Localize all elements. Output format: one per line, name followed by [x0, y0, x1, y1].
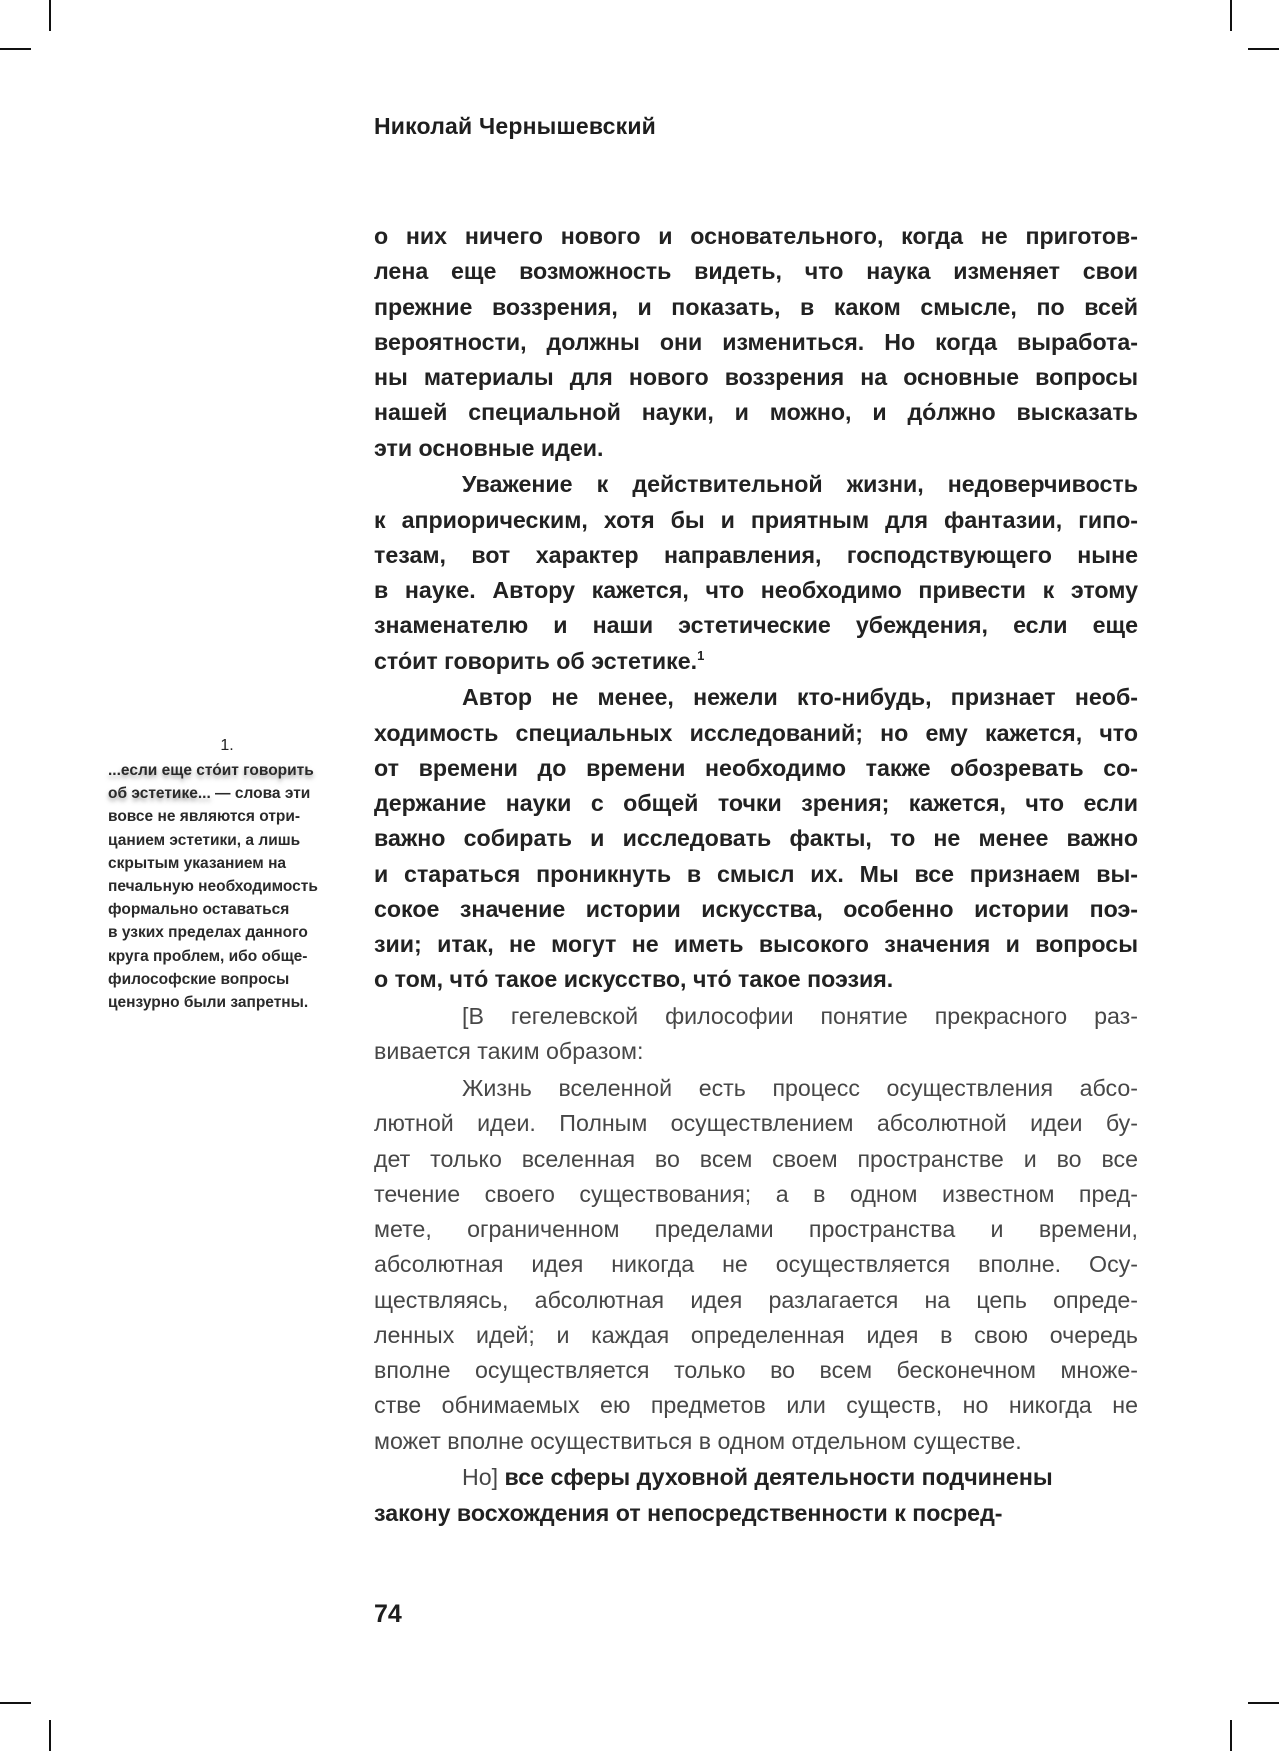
- text-line: держание науки с общей точки зрения; кажется, что если: [374, 790, 1138, 816]
- sidenote-line: скрытым указанием на: [108, 854, 287, 872]
- sidenote-text: — слова эти: [210, 785, 311, 803]
- highlighted-quote: об эстетике...: [108, 785, 211, 803]
- running-head-author: Николай Чернышевский: [374, 113, 657, 139]
- text-line: ходимость специальных исследований; но ему кажется, что: [374, 719, 1138, 746]
- sidenote-line: вовсе не являются отри-: [108, 808, 301, 826]
- text-line: сокое значение истории искусства, особенно истории поэ-: [374, 895, 1138, 922]
- highlighted-quote: ...если еще сто́ит говорить: [108, 762, 314, 779]
- main-text-column: [374, 219, 1138, 1531]
- sidenote-line: формально оставаться: [108, 901, 290, 919]
- sidenote-line: в узких пределах данного: [108, 924, 308, 942]
- paragraph-2: [374, 467, 1138, 679]
- sidenote-line: цензурно были запретны.: [108, 993, 309, 1011]
- bold-run: все сферы духовной деятельности подчинены: [504, 1464, 1053, 1491]
- paragraph-5: [374, 1071, 1138, 1459]
- text-line: к априорическим, хотя бы и приятным для фантазии, гипо-: [374, 506, 1138, 533]
- text-line: [374, 644, 1138, 679]
- text-line: важно собирать и исследовать факты, то не менее важно: [374, 825, 1138, 852]
- paragraph-4: [374, 999, 1138, 1070]
- text-line: зии; итак, не могут не иметь высокого значения и вопросы: [374, 931, 1138, 957]
- text-line: эти основные идеи.: [374, 434, 604, 461]
- crop-mark-bottom-right-vertical: [1230, 1720, 1232, 1751]
- sidenote-1: [108, 733, 344, 1014]
- sidenote-line: печальную необходимость: [108, 877, 318, 895]
- text-line: вполне осуществляется только во всем бесконечном множе-: [374, 1357, 1138, 1383]
- crop-mark-bottom-left-vertical: [49, 1720, 51, 1751]
- sidenote-line: круга проблем, ибо обще-: [108, 947, 308, 965]
- crop-mark-bottom-left-horizontal: [0, 1702, 31, 1704]
- sidenote-line: [108, 759, 344, 782]
- text-line: и стараться проникнуть в смысл их. Мы все признаем вы-: [374, 860, 1138, 887]
- text-line: может вполне осуществиться в одном отдельном существе.: [374, 1427, 1022, 1454]
- text-line: тезам, вот характер направления, господствующего ныне: [374, 541, 1138, 568]
- crop-mark-top-left-vertical: [49, 0, 51, 31]
- text-line: о них ничего нового и основательного, когда не приготов-: [374, 223, 1138, 249]
- sidenote-number: 1.: [220, 737, 234, 754]
- bracket-lead: Но]: [462, 1464, 499, 1491]
- text-line: Жизнь вселенной есть процесс осуществления абсо-: [462, 1075, 1138, 1101]
- text-line: от времени до времени необходимо также обозревать со-: [374, 754, 1138, 781]
- text-line: течение своего существования; а в одном известном пред-: [374, 1180, 1138, 1207]
- text-line: лена еще возможность видеть, что наука изменяет свои: [374, 258, 1138, 285]
- text-line: мете, ограниченном пределами пространства и времени,: [374, 1216, 1138, 1242]
- crop-mark-top-right-horizontal: [1248, 48, 1279, 50]
- text-line: прежние воззрения, и показать, в каком смысле, по всей: [374, 293, 1138, 320]
- sidenote-line: [108, 782, 344, 805]
- text-line: стве обнимаемых ею предметов или существ, но никогда не: [374, 1392, 1138, 1419]
- crop-mark-bottom-right-horizontal: [1248, 1702, 1279, 1704]
- text-line: лютной идеи. Полным осуществлением абсолютной идеи бу-: [374, 1110, 1138, 1137]
- text-line: нашей специальной науки, и можно, и до́лжно высказать: [374, 399, 1138, 426]
- text-line: ны материалы для нового воззрения на основные вопросы: [374, 364, 1138, 390]
- text-line: [В гегелевской философии понятие прекрасного раз-: [462, 1003, 1138, 1029]
- sidenote-line: философские вопросы: [108, 970, 290, 988]
- text-line: [374, 1460, 1138, 1495]
- crop-mark-top-left-horizontal: [0, 48, 31, 50]
- page-number: 74: [374, 1600, 402, 1628]
- text-line: дет только вселенная во всем своем пространстве и во все: [374, 1145, 1138, 1172]
- text-line: в науке. Автору кажется, что необходимо привести к этому: [374, 577, 1138, 603]
- text-line: ществляясь, абсолютная идея разлагается на цепь опреде-: [374, 1286, 1138, 1313]
- text-line: ленных идей; и каждая определенная идея в свою очередь: [374, 1321, 1138, 1348]
- paragraph-1: [374, 219, 1138, 466]
- text-line: Уважение к действительной жизни, недоверчивость: [462, 471, 1138, 498]
- sidenote-line: цанием эстетики, а лишь: [108, 831, 301, 849]
- text-line: знаменателю и наши эстетические убеждения, если еще: [374, 612, 1138, 639]
- crop-mark-top-right-vertical: [1230, 0, 1232, 31]
- text-line: Автор не менее, нежели кто-нибудь, признает необ-: [462, 684, 1138, 711]
- paragraph-3: [374, 680, 1138, 997]
- text-line-content: сто́ит говорить об эстетике.: [374, 647, 698, 674]
- paragraph-6: [374, 1460, 1138, 1531]
- footnote-reference[interactable]: 1: [697, 647, 705, 663]
- text-line: абсолютная идея никогда не осуществляется вполне. Осу-: [374, 1251, 1138, 1278]
- text-line: вивается таким образом:: [374, 1038, 644, 1065]
- text-line: о том, что́ такое искусство, что́ такое поэзия.: [374, 966, 894, 993]
- text-line: вероятности, должны они измениться. Но когда выработа-: [374, 328, 1138, 355]
- text-line: закону восхождения от непосредственности к посред-: [374, 1499, 1003, 1526]
